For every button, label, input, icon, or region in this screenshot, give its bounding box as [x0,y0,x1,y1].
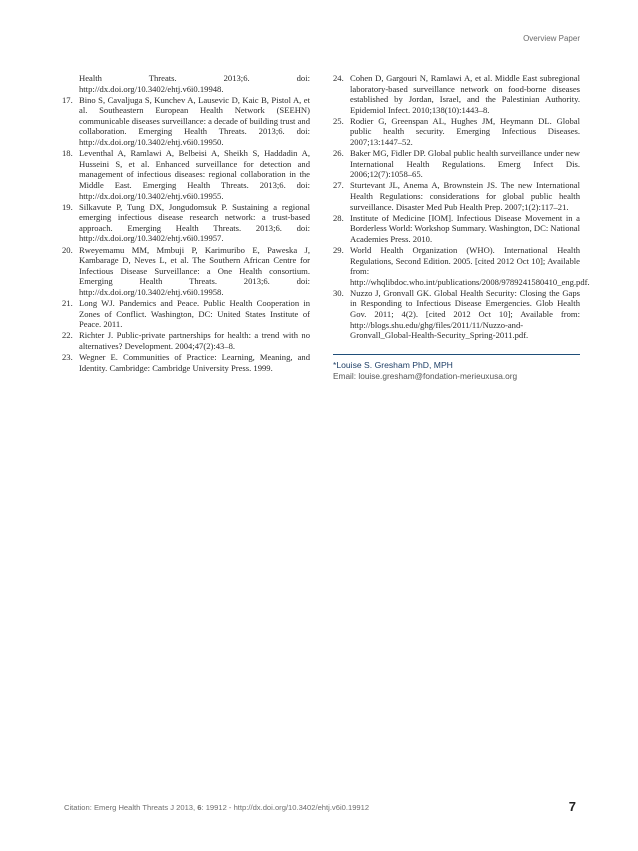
reference-item [62,95,310,148]
running-header: Overview Paper [523,34,580,43]
citation-volume: 6 [197,803,202,812]
reference-item [62,245,310,298]
reference-item [333,116,580,148]
reference-text: Rodier G, Greenspan AL, Hughes JM, Heymann DL. Global public health security. Emerging Infectious Diseases. 2007;13:1447–52. [350,115,580,148]
reference-text: Cohen D, Gargouri N, Ramlawi A, et al. Middle East subregional laboratory-based surveillance network on food-borne diseases established by Jordan, Israel, and the Palestinian Authority. Epidemiol Infect. 2010;138(10):1443–8. [350,73,580,115]
reference-text: Sturtevant JL, Anema A, Brownstein JS. The new International Health Regulations: considerations for global public health surveillance. Disaster Med Pub Health Prep. 2007;1(2):117–21. [350,180,580,212]
reference-number: 24. [333,73,344,83]
corresponding-author [333,354,580,382]
reference-list-left [62,73,310,374]
reference-item [62,73,310,94]
reference-number: 18. [62,148,73,159]
reference-item [62,330,310,351]
footer-citation [64,803,369,812]
reference-number: 23. [62,351,73,362]
reference-text: Baker MG, Fidler DP. Global public health surveillance under new International Health Regulations. Emerg Infect Dis. 2006;12(7):1058–65. [350,148,580,180]
reference-text: Silkavute P, Tung DX, Jongudomsuk P. Sustaining a regional emerging infectious disease research network: a trust-based approach. Emerging Health Threats. 2013;6. doi: http://dx.doi.org/10.3402/ehtj.v6i0.19957. [79,201,310,244]
reference-number: 19. [62,201,73,212]
reference-item [333,245,590,287]
citation-suffix: : 19912 - http://dx.doi.org/10.3402/ehtj.v6i0.19912 [201,803,370,812]
reference-text: Long WJ. Pandemics and Peace. Public Health Cooperation in Zones of Conflict. Washington, DC: United States Institute of Peace. 2011. [79,297,310,330]
reference-number: 17. [62,94,73,105]
reference-number: 26. [333,148,344,159]
reference-text: Bino S, Cavaljuga S, Kunchev A, Lausevic D, Kaic B, Pistol A, et al. Southeastern European Health Network (SEEHN) communicable diseases surveillance: a decade of building trust and collaboration. Emerging Health Threats. 2013;6. doi: http://dx.doi.org/10.3402/ehtj.v6i0.19950. [79,94,310,148]
reference-number: 30. [333,287,344,298]
reference-item [62,202,310,244]
reference-item [333,73,580,115]
reference-item [62,298,310,330]
reference-text: World Health Organization (WHO). International Health Regulations, Second Edition. 2005. [cited 2012 Oct 10]; Available from: http://whqlibdoc.who.int/publications/2008/9789241580410_eng.pdf. [350,245,590,287]
reference-list-right [333,73,590,341]
reference-item [333,213,580,245]
reference-item [333,288,580,341]
reference-number: 28. [333,212,344,223]
citation-prefix: Citation: Emerg Health Threats J 2013, [64,803,198,812]
reference-number: 25. [333,115,344,126]
reference-item [333,148,580,180]
reference-text: Rweyemamu MM, Mmbuji P, Karimuribo E, Paweska J, Kambarage D, Neves L, et al. The Southern African Centre for Infectious Disease Surveillance: a One Health consortium. Emerging Health Threats. 2013;6. doi: http://dx.doi.org/10.3402/ehtj.v6i0.19958. [79,244,310,297]
reference-number: 27. [333,180,344,191]
reference-number: 29. [333,245,344,255]
reference-item [333,180,580,212]
reference-number: 21. [62,297,73,308]
reference-text: Health Threats. 2013;6. doi: http://dx.doi.org/10.3402/ehtj.v6i0.19948. [79,73,310,94]
reference-number: 20. [62,244,73,255]
reference-text: Wegner E. Communities of Practice: Learning, Meaning, and Identity. Cambridge: Cambridge University Press. 1999. [79,351,310,373]
reference-item [62,352,310,373]
reference-item [62,148,310,201]
reference-number: 22. [62,330,73,341]
reference-text: Leventhal A, Ramlawi A, Belbeisi A, Sheikh S, Haddadin A, Husseini S, et al. Enhanced surveillance for detection and management of infectious diseases: regional collaboration in the Middle East. Emerging Health Threats. 2013;6. doi: http://dx.doi.org/10.3402/ehtj.v6i0.19955. [79,148,310,201]
reference-text: Institute of Medicine [IOM]. Infectious Disease Movement in a Borderless World: Workshop Summary. Washington, DC: National Academies Press. 2010. [350,212,580,244]
reference-text: Nuzzo J, Gronvall GK. Global Health Security: Closing the Gaps in Responding to Infectious Disease Emergencies. Glob Health Gov. 2011; 4(2). [cited 2012 Oct 10]; Available from: http://blogs.shu.edu/ghg/files/2011/11/Nuzzo-and-Gronvall_Global-Health-Security_Spring-2011.pdf. [350,287,580,341]
reference-text: Richter J. Public-private partnerships for health: a trend with no alternatives? Development. 2004;47(2):43–8. [79,330,310,351]
page-number: 7 [568,799,576,814]
author-name: *Louise S. Gresham PhD, MPH [333,360,453,370]
author-email: Email: louise.gresham@fondation-merieuxusa.org [333,371,518,381]
